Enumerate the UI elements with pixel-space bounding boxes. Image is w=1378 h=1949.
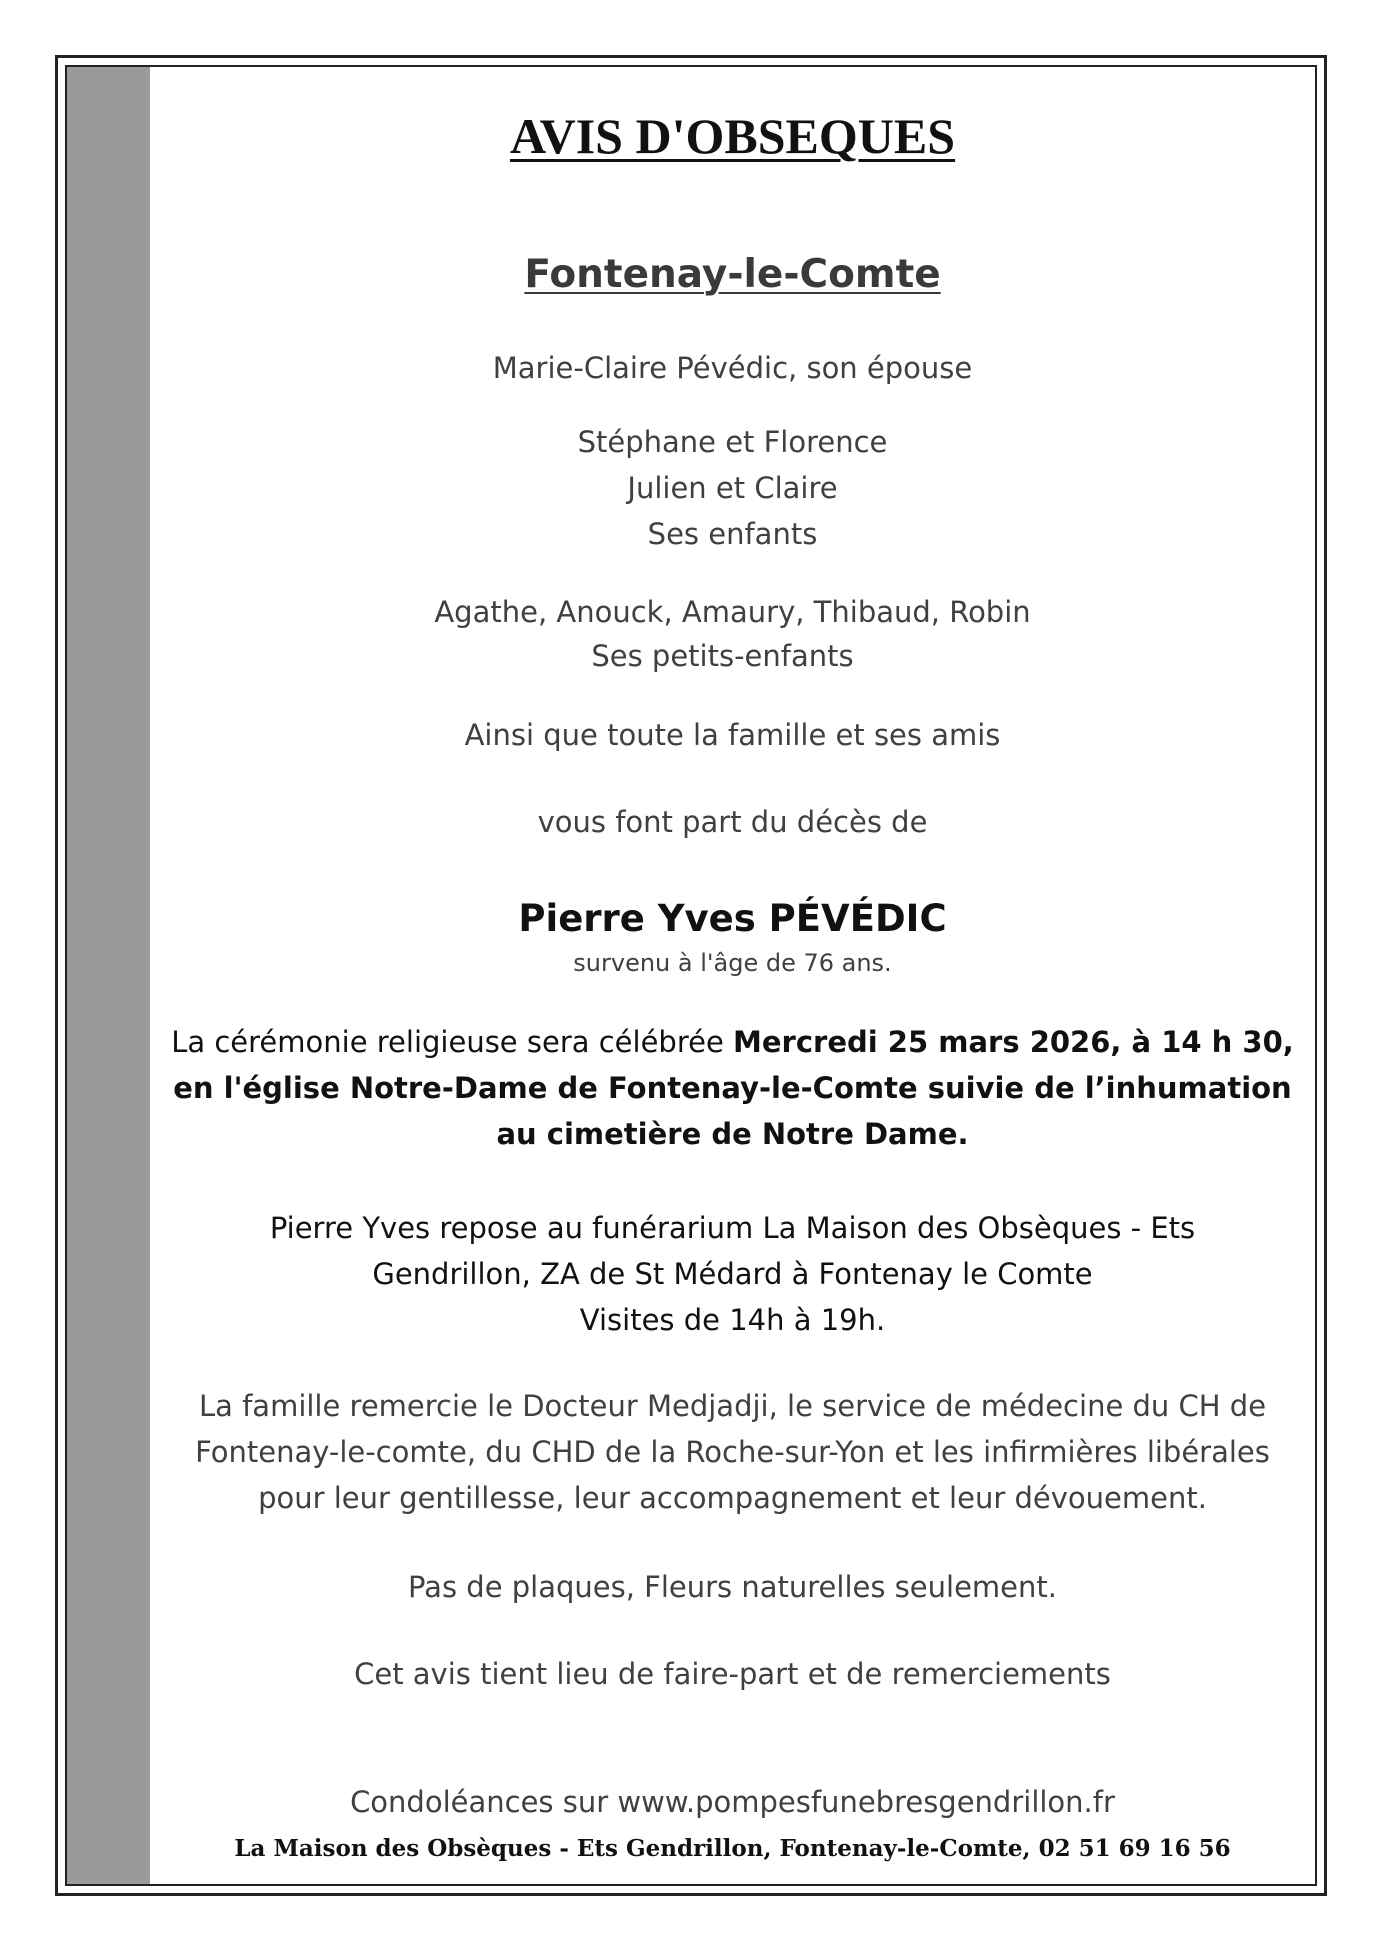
thanks-line-1: La famille remercie le Docteur Medjadji, le service de médecine du CH de [198, 1389, 1267, 1423]
city-heading: Fontenay-le-Comte [524, 252, 941, 297]
ceremony-date: Mercredi 25 mars 2026, à 14 h 30, [733, 1025, 1294, 1059]
condolences-line: Condoléances sur www.pompesfunebresgendrillon.fr [350, 1785, 1115, 1819]
age-line: survenu à l'âge de 76 ans. [573, 949, 892, 977]
thanks-line-3: pour leur gentillesse, leur accompagnement et leur dévouement. [258, 1481, 1207, 1515]
children-line-2: Julien et Claire [627, 471, 838, 505]
ceremony-line-3: au cimetière de Notre Dame. [496, 1117, 969, 1151]
grandchildren-label: Ses petits-enfants [591, 639, 854, 673]
repose-line-1: Pierre Yves repose au funérarium La Maison des Obsèques - Ets [269, 1211, 1196, 1245]
side-bar [67, 67, 150, 1884]
spouse-line: Marie-Claire Pévédic, son épouse [492, 351, 973, 385]
repose-line-2: Gendrillon, ZA de St Médard à Fontenay le Comte [372, 1257, 1093, 1291]
notice-title: AVIS D'OBSEQUES [509, 108, 956, 164]
announce-line: vous font part du décès de [537, 805, 928, 839]
ceremony-line-1 [150, 1025, 1315, 1059]
repose-line-3: Visites de 14h à 19h. [579, 1303, 886, 1337]
children-label: Ses enfants [647, 517, 818, 551]
family-line: Ainsi que toute la famille et ses amis [464, 718, 1001, 752]
notice-content [150, 67, 1315, 1884]
funeral-home-line: La Maison des Obsèques - Ets Gendrillon, Fontenay-le-Comte, 02 51 69 16 56 [234, 1835, 1231, 1862]
grandchildren-names: Agathe, Anouck, Amaury, Thibaud, Robin [434, 595, 1031, 629]
children-line-1: Stéphane et Florence [577, 425, 888, 459]
ceremony-line-2: en l'église Notre-Dame de Fontenay-le-Comte suivie de l’inhumation [173, 1071, 1292, 1105]
flowers-line: Pas de plaques, Fleurs naturelles seulement. [408, 1570, 1057, 1604]
notice-line: Cet avis tient lieu de faire-part et de remerciements [354, 1657, 1111, 1691]
ceremony-intro: La cérémonie religieuse sera célébrée [171, 1025, 734, 1059]
thanks-line-2: Fontenay-le-comte, du CHD de la Roche-sur-Yon et les infirmières libérales [195, 1435, 1270, 1469]
deceased-name: Pierre Yves PÉVÉDIC [518, 897, 947, 940]
